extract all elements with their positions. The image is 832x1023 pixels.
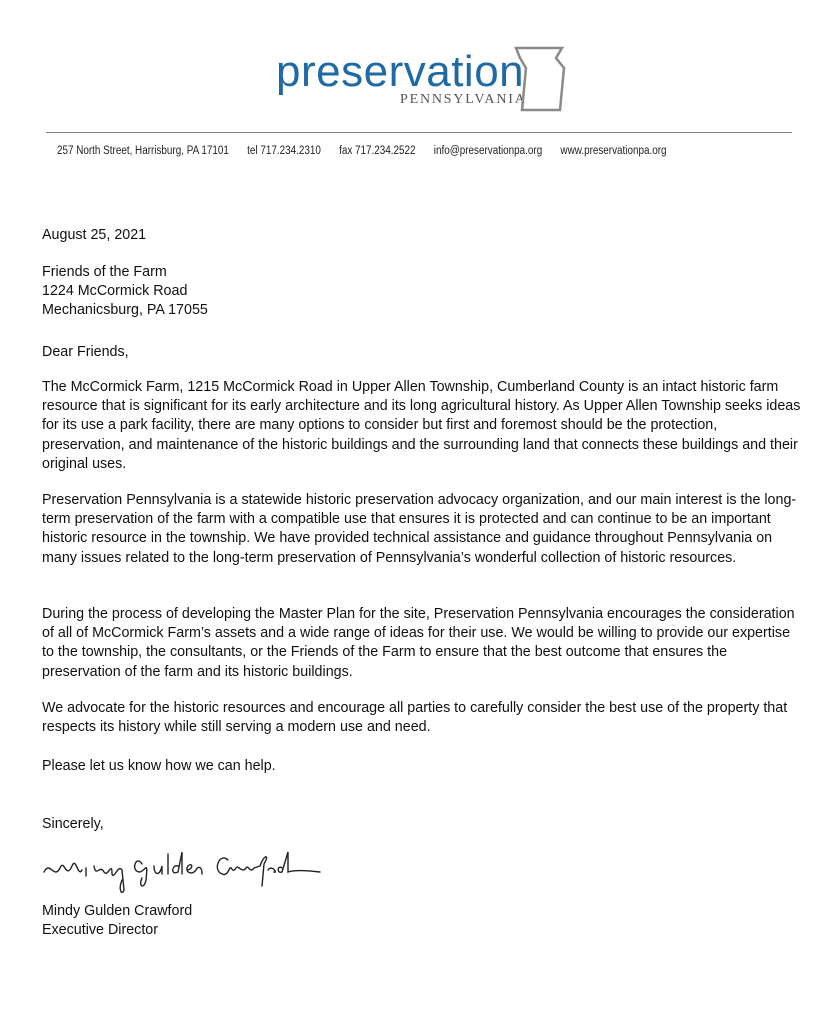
handwritten-signature	[42, 850, 322, 900]
signer-title: Executive Director	[42, 922, 159, 939]
greeting: Dear Friends,	[42, 344, 129, 360]
paragraph: During the process of developing the Master Plan for the site, Preservation Pennsylvania encourages the consideration of all of McCormick Farm’s assets and a wide range of ideas for their use. We would be willing to provide our expertise to the township, the consultants, or the Friends of the Farm to ensure that the best outcome that ensures the preservation of the farm and its historic buildings.	[42, 606, 795, 680]
logo-subtitle: PENNSYLVANIA	[400, 92, 527, 107]
paragraph: Please let us know how we can help.	[42, 758, 276, 774]
paragraph: The McCormick Farm, 1215 McCormick Road in Upper Allen Township, Cumberland County is an intact historic farm resource that is significant for its early architecture and its long agricultural history. As Upper Allen Township seeks ideas for its use a park facility, there are many options to consider but first and foremost should be the protection, preservation, and maintenance of the historic buildings and the surrounding land that connects these buildings and their original uses.	[42, 379, 801, 472]
letterhead-divider	[46, 132, 792, 133]
recipient-name: Friends of the Farm	[42, 264, 167, 280]
org-phone: tel 717.234.2310	[247, 145, 321, 157]
signer-block	[42, 902, 192, 940]
closing: Sincerely,	[42, 816, 104, 832]
paragraph: Preservation Pennsylvania is a statewide historic preservation advocacy organization, and our main interest is the long-term preservation of the farm with a compatible use that ensures it is protected and can continue to be an important historic resource in the township. We have provided technical assistance and guidance throughout Pennsylvania on many issues related to the long-term preservation of Pennsylvania’s wonderful collection of historic resources.	[42, 492, 797, 566]
keystone-icon	[512, 46, 568, 112]
contact-line	[57, 145, 682, 157]
organization-logo	[276, 46, 566, 116]
logo-wordmark: preservation	[276, 47, 525, 96]
org-fax: fax 717.234.2522	[339, 145, 416, 157]
letter-date: August 25, 2021	[42, 227, 147, 243]
recipient-city: Mechanicsburg, PA 17055	[42, 302, 208, 319]
org-address: 257 North Street, Harrisburg, PA 17101	[57, 145, 229, 157]
recipient-address	[42, 263, 208, 321]
paragraph: We advocate for the historic resources and encourage all parties to carefully consider the best use of the property that respects its history while still serving a modern use and need.	[42, 700, 788, 736]
recipient-street: 1224 McCormick Road	[42, 283, 188, 300]
org-email: info@preservationpa.org	[433, 145, 543, 157]
org-website: www.preservationpa.org	[560, 145, 667, 157]
signer-name: Mindy Gulden Crawford	[42, 903, 193, 919]
